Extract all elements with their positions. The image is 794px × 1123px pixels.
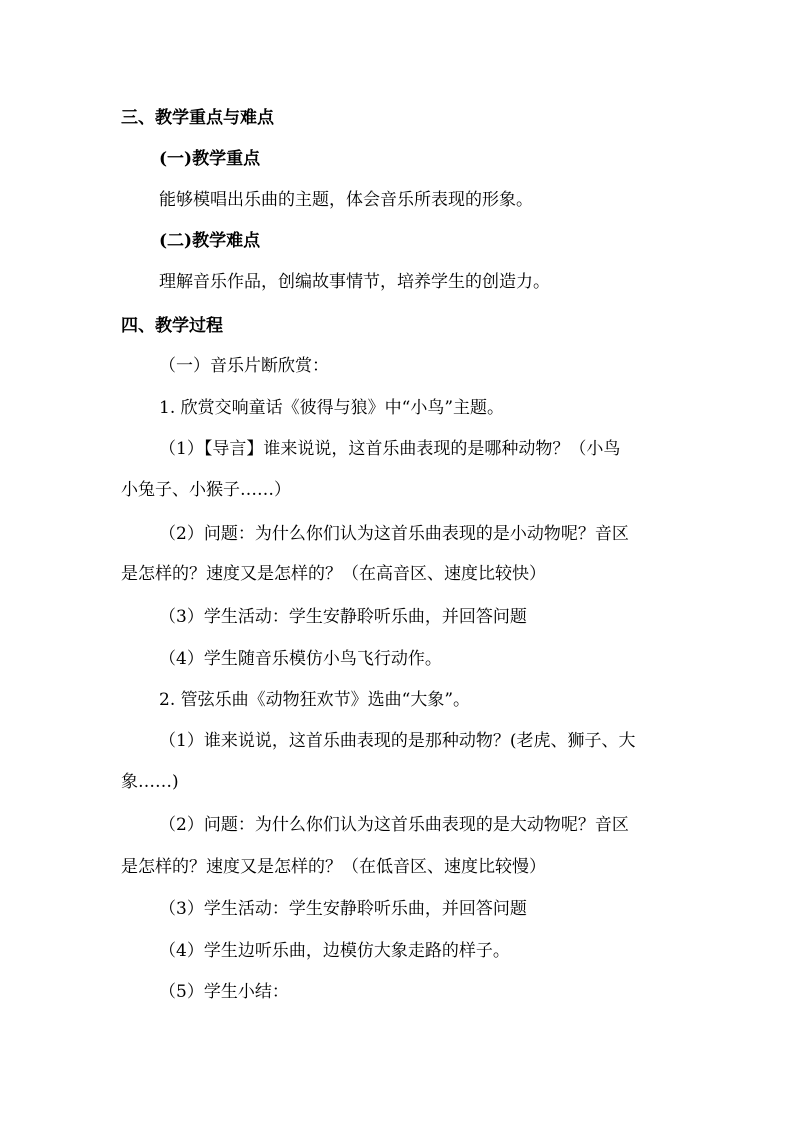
section-heading-three: 三、教学重点与难点 (121, 108, 274, 128)
item-1-step-2-line-2: 是怎样的？速度又是怎样的？（在高音区、速度比较快） (121, 564, 546, 584)
item-2-step-5: （5）学生小结： (159, 982, 289, 1002)
item-2-step-3: （3）学生活动：学生安静聆听乐曲，并回答问题 (159, 899, 527, 919)
subheading-difficulties: (二)教学难点 (159, 231, 261, 251)
section-heading-four: 四、教学过程 (121, 316, 223, 336)
subheading-key-points: (一)教学重点 (159, 149, 261, 169)
item-1-step-4: （4）学生随音乐模仿小鸟飞行动作。 (159, 649, 442, 669)
item-1-step-3: （3）学生活动：学生安静聆听乐曲，并回答问题 (159, 607, 527, 627)
paragraph-difficulties: 理解音乐作品，创编故事情节，培养学生的创造力。 (159, 272, 550, 292)
item-2-title: 2. 管弦乐曲《动物狂欢节》选曲“大象”。 (159, 690, 471, 710)
item-2-step-1-line-2: 象……) (121, 772, 179, 792)
item-1-step-1-line-2: 小兔子、小猴子……） (121, 480, 291, 500)
item-2-step-2-line-1: （2）问题：为什么你们认为这首乐曲表现的是大动物呢？音区 (159, 815, 629, 835)
subsection-music-appreciation: （一）音乐片断欣赏： (159, 356, 329, 376)
item-2-step-1-line-1: （1）谁来说说，这首乐曲表现的是那种动物？(老虎、狮子、大 (159, 731, 636, 751)
item-1-title: 1. 欣赏交响童话《彼得与狼》中“小鸟”主题。 (159, 398, 505, 418)
item-1-step-2-line-1: （2）问题：为什么你们认为这首乐曲表现的是小动物呢？音区 (159, 524, 629, 544)
item-2-step-4: （4）学生边听乐曲，边模仿大象走路的样子。 (159, 941, 510, 961)
paragraph-key-points: 能够模唱出乐曲的主题，体会音乐所表现的形象。 (159, 190, 533, 210)
item-2-step-2-line-2: 是怎样的？速度又是怎样的？（在低音区、速度比较慢） (121, 857, 546, 877)
item-1-step-1-line-1: （1）【导言】谁来说说，这首乐曲表现的是哪种动物？（小鸟 (159, 439, 621, 459)
